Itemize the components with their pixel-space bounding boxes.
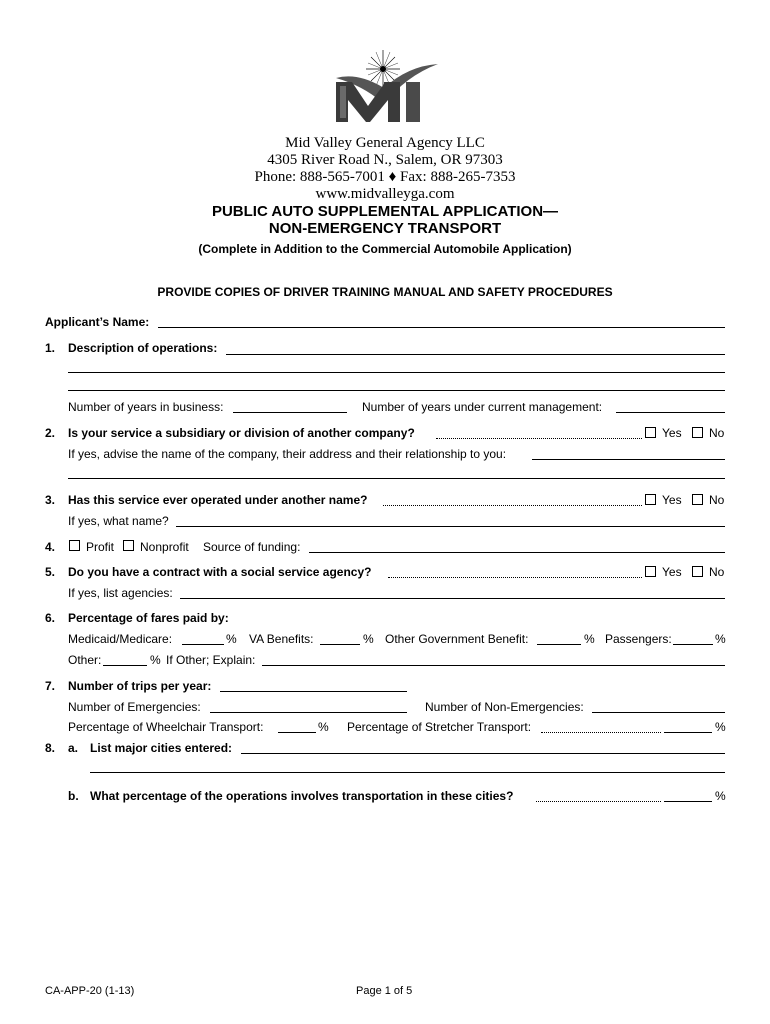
company-name: Mid Valley General Agency LLC [285,135,485,151]
q3-number: 3. [45,493,56,507]
q7-label: Number of trips per year: [68,679,212,693]
q3-leader-dots [383,494,642,506]
q7-stretcher-label: Percentage of Stretcher Transport: [347,720,532,734]
q3-yes-checkbox[interactable] [645,494,656,505]
q7-wheelchair-field[interactable] [278,719,316,733]
q1-description-field[interactable] [226,341,725,355]
company-address: 4305 River Road N., Salem, OR 97303 [267,152,503,168]
q3-yes-label: Yes [662,493,682,507]
q4-nonprofit-label: Nonprofit [140,540,189,554]
form-title-line2: NON-EMERGENCY TRANSPORT [268,220,502,237]
q7-emergencies-field[interactable] [210,699,407,713]
q3-followup-field[interactable] [176,513,725,527]
q4-profit-label: Profit [86,540,115,554]
applicant-name-field[interactable] [158,314,725,328]
company-logo [328,48,444,124]
q1-description-line3[interactable] [68,389,725,391]
q7-non-emergencies-label: Number of Non-Emergencies: [425,700,584,714]
q5-yes-checkbox[interactable] [645,566,656,577]
q8a-letter: a. [68,741,79,755]
q6-medicaid-field[interactable] [182,631,224,645]
q3-followup-label: If yes, what name? [68,514,169,528]
q2-followup-field[interactable] [532,446,725,460]
q8-number: 8. [45,741,56,755]
q8b-percent: % [715,789,726,803]
q5-followup-label: If yes, list agencies: [68,586,173,600]
q2-leader-dots [436,427,642,439]
q8a-cities-line2[interactable] [90,771,725,773]
q4-profit-checkbox[interactable] [69,540,80,551]
applicant-name-label: Applicant’s Name: [45,315,150,329]
q1-years-business-label: Number of years in business: [68,400,224,414]
q2-no-checkbox[interactable] [692,427,703,438]
q7-wheelchair-percent: % [318,720,329,734]
q1-years-management-field[interactable] [616,399,725,413]
q2-number: 2. [45,426,56,440]
q3-no-checkbox[interactable] [692,494,703,505]
q6-explain-field[interactable] [262,652,725,666]
q6-va-label: VA Benefits: [249,632,314,646]
form-subtitle: (Complete in Addition to the Commercial Automobile Application) [198,242,572,256]
company-website: www.midvalleyga.com [315,186,455,202]
q3-no-label: No [709,493,725,507]
company-phone-fax: Phone: 888-565-7001 ♦ Fax: 888-265-7353 [254,169,516,185]
q6-other-gov-label: Other Government Benefit: [385,632,529,646]
q8a-cities-field[interactable] [241,740,725,754]
q7-non-emergencies-field[interactable] [592,699,725,713]
q6-medicaid-percent: % [226,632,237,646]
q6-passengers-label: Passengers: [605,632,672,646]
form-title-line1: PUBLIC AUTO SUPPLEMENTAL APPLICATION— [211,203,559,220]
q2-followup-line2[interactable] [68,477,725,479]
page-number: Page 1 of 5 [356,985,413,997]
form-instruction: PROVIDE COPIES OF DRIVER TRAINING MANUAL AND SAFETY PROCEDURES [157,285,613,299]
q4-funding-field[interactable] [309,539,725,553]
form-code: CA-APP-20 (1-13) [45,985,135,997]
q7-wheelchair-label: Percentage of Wheelchair Transport: [68,720,264,734]
q8b-percent-field[interactable] [664,788,712,802]
q6-number: 6. [45,611,56,625]
q6-passengers-percent: % [715,632,726,646]
q5-no-checkbox[interactable] [692,566,703,577]
q2-label: Is your service a subsidiary or division of another company? [68,426,415,440]
q6-other-percent: % [150,653,161,667]
q6-medicaid-label: Medicaid/Medicare: [68,632,173,646]
q6-va-percent: % [363,632,374,646]
q7-emergencies-label: Number of Emergencies: [68,700,201,714]
q5-no-label: No [709,565,725,579]
q5-leader-dots [388,566,642,578]
q8b-label: What percentage of the operations involves transportation in these cities? [90,789,514,803]
q5-number: 5. [45,565,56,579]
q2-followup-label: If yes, advise the name of the company, their address and their relationship to you: [68,447,507,461]
q7-trips-field[interactable] [220,678,407,692]
q6-other-gov-field[interactable] [537,631,581,645]
q6-other-label: Other: [68,653,102,667]
q1-description-line2[interactable] [68,371,725,373]
q7-stretcher-field[interactable] [664,719,712,733]
q7-stretcher-leader-dots [541,721,661,733]
q6-other-field[interactable] [103,652,147,666]
q7-stretcher-percent: % [715,720,726,734]
q1-years-management-label: Number of years under current management: [362,400,603,414]
q1-label: Description of operations: [68,341,218,355]
q4-nonprofit-checkbox[interactable] [123,540,134,551]
q6-va-field[interactable] [320,631,360,645]
q8b-letter: b. [68,789,79,803]
q6-label: Percentage of fares paid by: [68,611,229,625]
q2-yes-label: Yes [662,426,682,440]
q8b-leader-dots [536,790,661,802]
q4-funding-label: Source of funding: [203,540,301,554]
q1-number: 1. [45,341,56,355]
q2-no-label: No [709,426,725,440]
q5-label: Do you have a contract with a social service agency? [68,565,372,579]
q8a-label: List major cities entered: [90,741,233,755]
q6-if-other-label: If Other; Explain: [166,653,256,667]
q4-number: 4. [45,540,56,554]
q5-agencies-field[interactable] [180,585,725,599]
q7-number: 7. [45,679,56,693]
q2-yes-checkbox[interactable] [645,427,656,438]
q1-years-business-field[interactable] [233,399,347,413]
q5-yes-label: Yes [662,565,682,579]
q6-other-gov-percent: % [584,632,595,646]
q3-label: Has this service ever operated under another name? [68,493,368,507]
q6-passengers-field[interactable] [673,631,713,645]
